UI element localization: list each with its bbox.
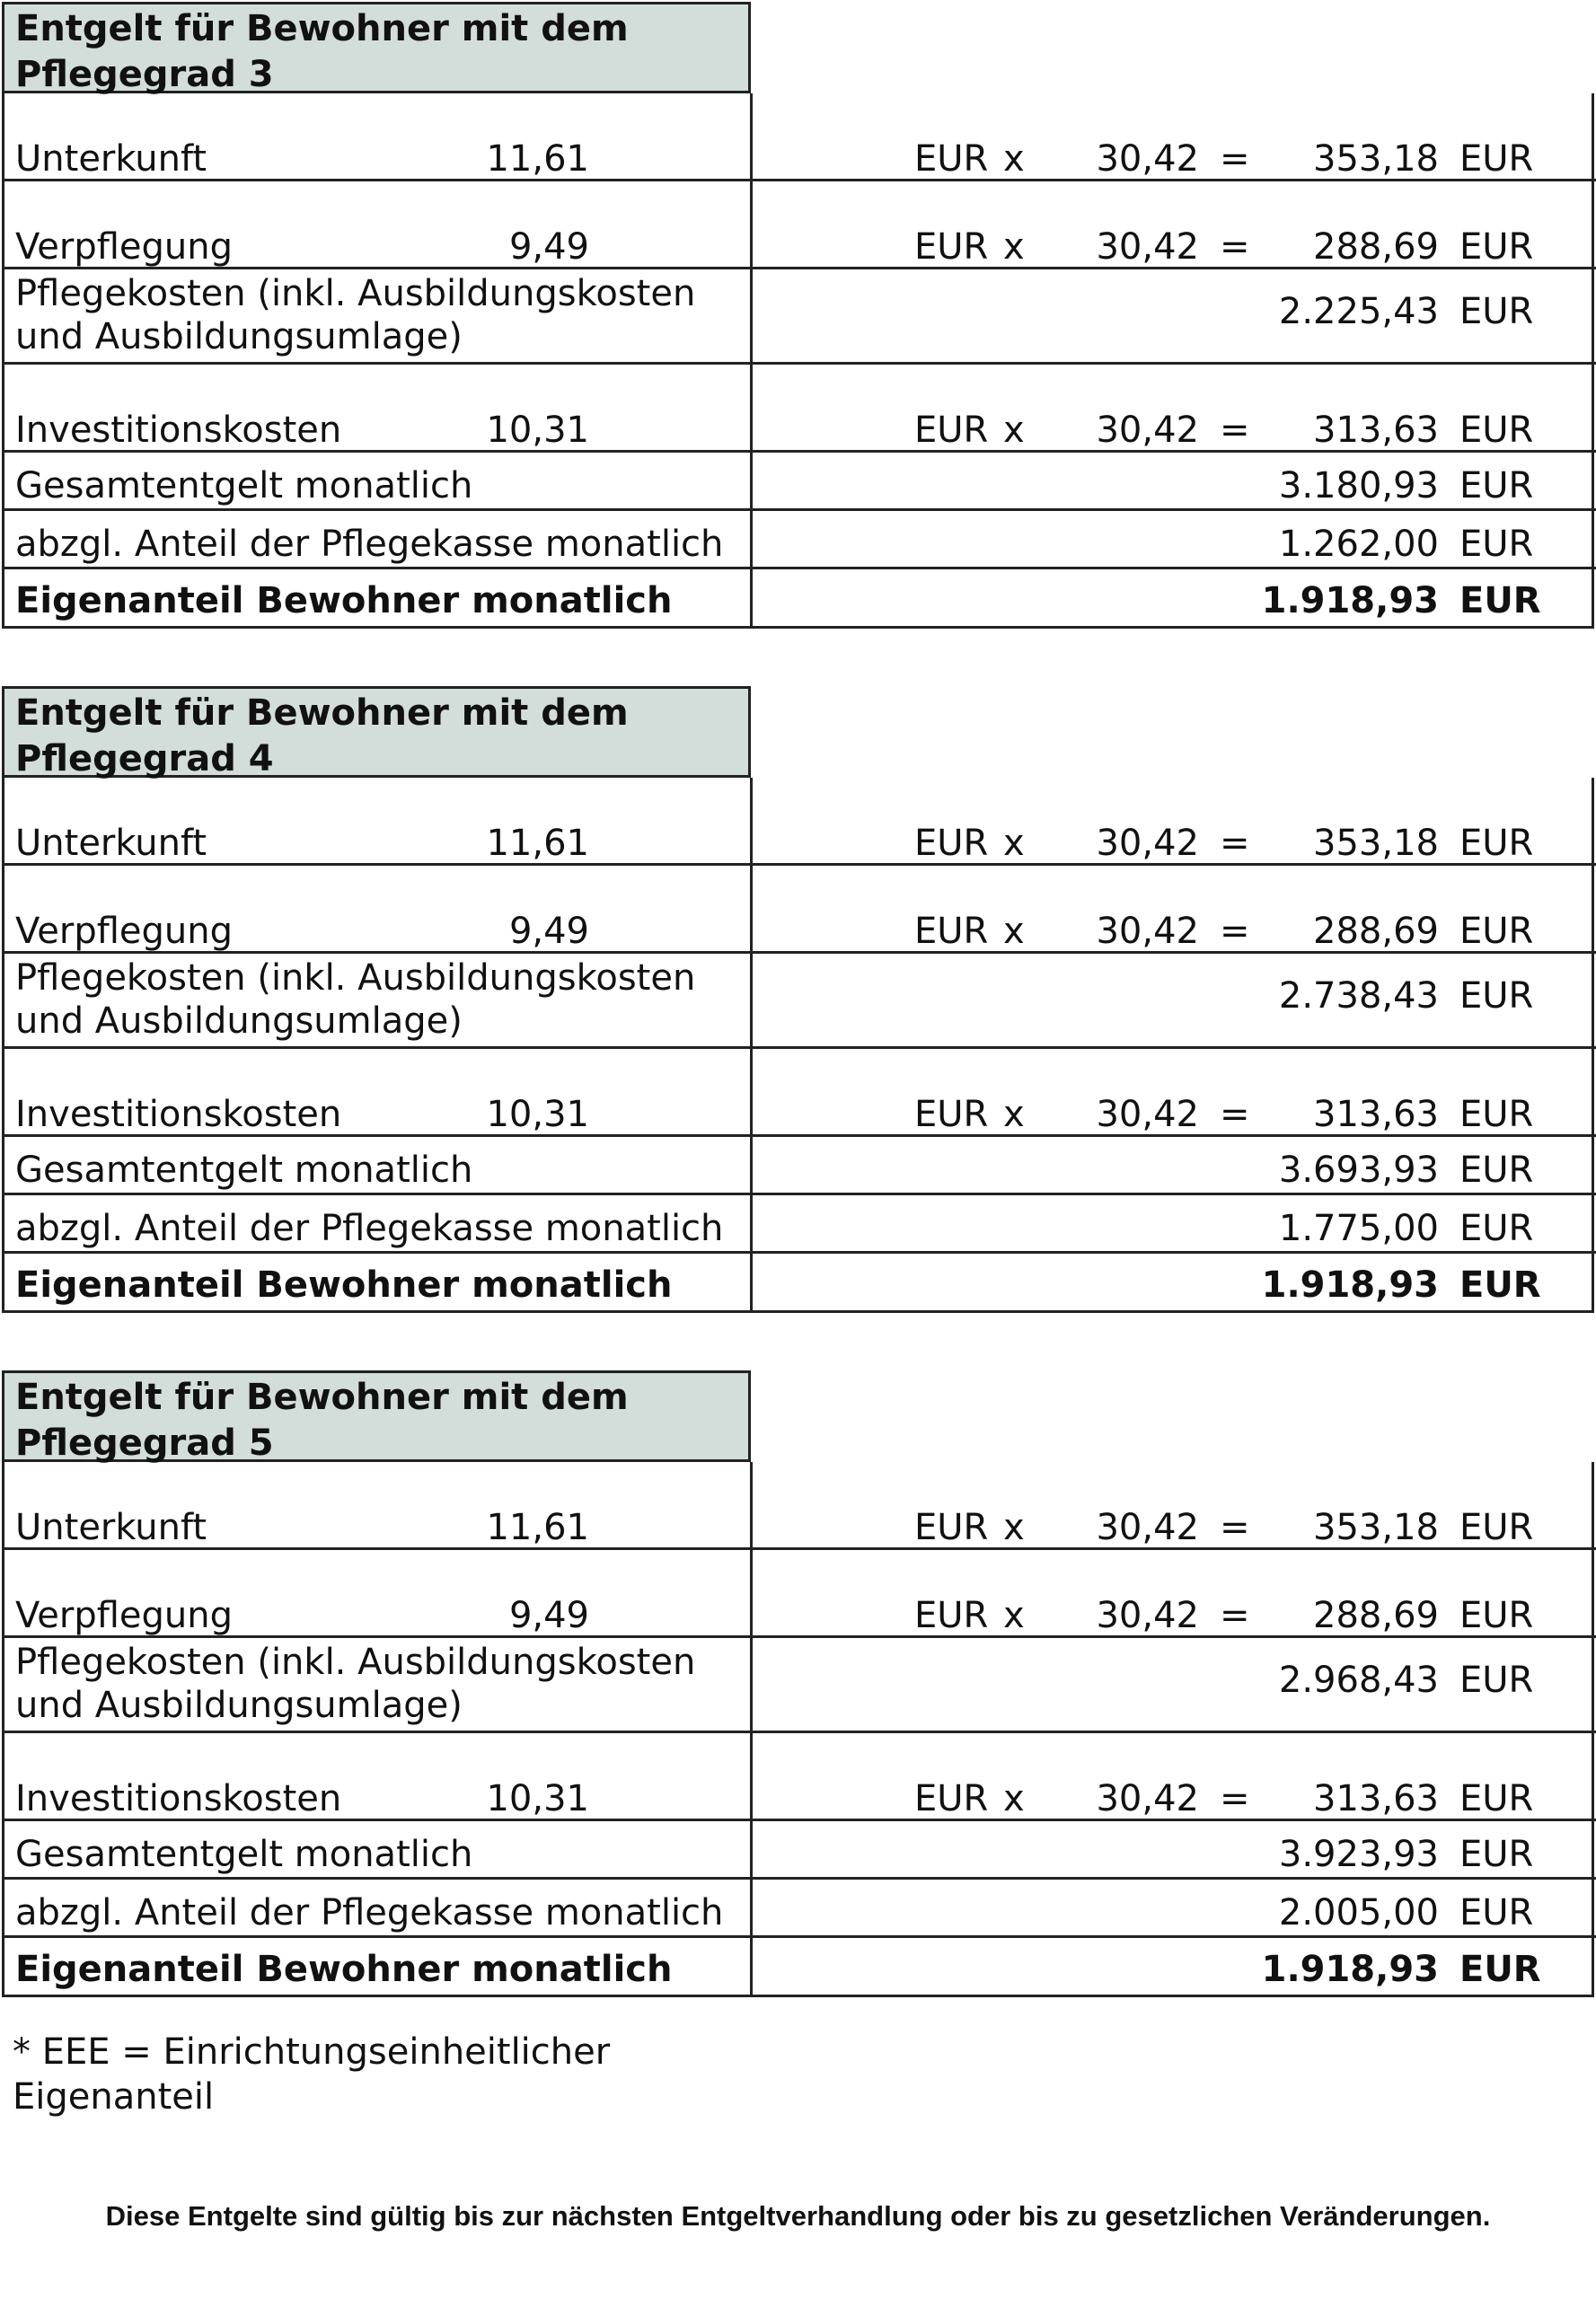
total-unit: EUR [1459,1264,1541,1306]
column-divider [750,1462,753,1997]
row-gesamtentgelt [4,1821,1596,1880]
total-unit: EUR [1459,823,1534,864]
row-total: 3.923,93 [1278,1834,1439,1875]
row-label: Verpflegung [15,911,233,952]
unit-label: EUR [914,1507,989,1548]
row-label: Unterkunft [15,138,207,180]
multiply-sign: x [1003,823,1025,864]
unit-label: EUR [914,911,989,952]
row-label: Investitionskosten [15,410,342,451]
equals-sign: = [1220,1778,1250,1819]
unit-label: EUR [914,1094,989,1135]
total-unit: EUR [1459,1834,1534,1875]
row-total: 288,69 [1313,1595,1439,1636]
fee-table [2,778,1594,1313]
total-unit: EUR [1459,975,1534,1017]
row-label: abzgl. Anteil der Pflegekasse monatlich [15,524,724,565]
unit-price: 11,61 [486,138,589,180]
total-unit: EUR [1459,410,1534,451]
unit-label: EUR [914,410,989,451]
days-value: 30,42 [1096,226,1199,268]
equals-sign: = [1220,1094,1250,1135]
unit-price: 9,49 [508,911,589,952]
row-investitionskosten [4,1733,1596,1821]
unit-label: EUR [914,823,989,864]
row-label-line1: Pflegekosten (inkl. Ausbildungskosten [15,273,696,314]
total-unit: EUR [1459,291,1534,332]
row-label-line2: und Ausbildungsumlage) [15,1685,463,1726]
row-label: Investitionskosten [15,1778,342,1819]
row-label: Eigenanteil Bewohner monatlich [15,1949,673,1990]
row-label-line1: Pflegekosten (inkl. Ausbildungskosten [15,1642,696,1683]
row-label: abzgl. Anteil der Pflegekasse monatlich [15,1208,724,1249]
row-abzgl-pflegekasse [4,1195,1596,1254]
total-unit: EUR [1459,1892,1534,1933]
row-label: abzgl. Anteil der Pflegekasse monatlich [15,1892,724,1933]
row-label-line2: und Ausbildungsumlage) [15,316,463,357]
total-unit: EUR [1459,580,1541,621]
row-abzgl-pflegekasse [4,1880,1596,1938]
row-pflegekosten [4,269,1596,365]
validity-footer: Diese Entgelte sind gültig bis zur nächsten Entgeltverhandlung oder bis zu gesetzlichen Veränderungen. [105,2200,1491,2232]
row-total: 1.918,93 [1261,1949,1439,1990]
row-gesamtentgelt [4,1137,1596,1195]
equals-sign: = [1220,1507,1250,1548]
row-abzgl-pflegekasse [4,511,1596,569]
total-unit: EUR [1459,226,1534,268]
row-label: Verpflegung [15,226,233,268]
row-label: Eigenanteil Bewohner monatlich [15,1264,673,1306]
row-pflegekosten [4,1638,1596,1733]
row-verpflegung [4,1550,1596,1638]
unit-price: 11,61 [486,1507,589,1548]
days-value: 30,42 [1096,1595,1199,1636]
row-total: 1.918,93 [1261,580,1439,621]
total-unit: EUR [1459,1094,1534,1135]
total-unit: EUR [1459,1949,1541,1990]
section-header: Entgelt für Bewohner mit dem Pflegegrad 4 [2,686,751,778]
row-total: 353,18 [1313,823,1439,864]
row-investitionskosten [4,365,1596,453]
total-unit: EUR [1459,524,1534,565]
row-gesamtentgelt [4,453,1596,511]
row-total: 2.005,00 [1278,1892,1439,1933]
row-label: Gesamtentgelt monatlich [15,1150,473,1191]
row-total: 1.775,00 [1278,1208,1439,1249]
row-total: 2.968,43 [1278,1660,1439,1701]
equals-sign: = [1220,410,1250,451]
multiply-sign: x [1003,1778,1025,1819]
unit-price: 10,31 [486,1778,589,1819]
row-total: 2.738,43 [1278,975,1439,1017]
row-total: 313,63 [1313,1778,1439,1819]
section-header: Entgelt für Bewohner mit dem Pflegegrad 3 [2,2,751,93]
row-investitionskosten [4,1049,1596,1137]
total-unit: EUR [1459,911,1534,952]
unit-price: 10,31 [486,410,589,451]
total-unit: EUR [1459,138,1534,180]
row-total: 1.918,93 [1261,1264,1439,1306]
equals-sign: = [1220,823,1250,864]
days-value: 30,42 [1096,138,1199,180]
total-unit: EUR [1459,465,1534,506]
multiply-sign: x [1003,410,1025,451]
unit-price: 10,31 [486,1094,589,1135]
unit-price: 9,49 [508,1595,589,1636]
section-header: Entgelt für Bewohner mit dem Pflegegrad 5 [2,1370,751,1462]
row-label: Investitionskosten [15,1094,342,1135]
row-label-line1: Pflegekosten (inkl. Ausbildungskosten [15,957,696,999]
equals-sign: = [1220,911,1250,952]
row-verpflegung [4,866,1596,954]
row-total: 3.693,93 [1278,1150,1439,1191]
row-total: 353,18 [1313,1507,1439,1548]
multiply-sign: x [1003,226,1025,268]
equals-sign: = [1220,138,1250,180]
total-unit: EUR [1459,1778,1534,1819]
fee-table [2,1462,1594,1997]
row-unterkunft [4,1462,1596,1550]
row-total: 1.262,00 [1278,524,1439,565]
row-total: 2.225,43 [1278,291,1439,332]
footnote [13,2030,610,2119]
total-unit: EUR [1459,1595,1534,1636]
footnote-line1: * EEE = Einrichtungseinheitlicher [13,2031,611,2073]
multiply-sign: x [1003,1094,1025,1135]
row-label: Gesamtentgelt monatlich [15,465,473,506]
row-eigenanteil [4,1938,1596,1995]
total-unit: EUR [1459,1660,1534,1701]
unit-label: EUR [914,226,989,268]
row-total: 288,69 [1313,226,1439,268]
days-value: 30,42 [1096,1507,1199,1548]
row-eigenanteil [4,1254,1596,1310]
equals-sign: = [1220,1595,1250,1636]
footnote-line2: Eigenanteil [13,2076,215,2118]
unit-label: EUR [914,1778,989,1819]
equals-sign: = [1220,226,1250,268]
multiply-sign: x [1003,911,1025,952]
days-value: 30,42 [1096,911,1199,952]
row-unterkunft [4,93,1596,181]
unit-price: 11,61 [486,823,589,864]
row-total: 3.180,93 [1278,465,1439,506]
multiply-sign: x [1003,1595,1025,1636]
days-value: 30,42 [1096,1094,1199,1135]
multiply-sign: x [1003,1507,1025,1548]
row-total: 288,69 [1313,911,1439,952]
days-value: 30,42 [1096,1778,1199,1819]
days-value: 30,42 [1096,410,1199,451]
row-total: 313,63 [1313,410,1439,451]
row-label: Unterkunft [15,823,207,864]
row-pflegekosten [4,954,1596,1049]
row-unterkunft [4,778,1596,866]
row-total: 313,63 [1313,1094,1439,1135]
row-eigenanteil [4,569,1596,626]
unit-price: 9,49 [508,226,589,268]
multiply-sign: x [1003,138,1025,180]
row-label: Eigenanteil Bewohner monatlich [15,580,673,621]
row-label: Unterkunft [15,1507,207,1548]
row-verpflegung [4,181,1596,269]
row-label: Verpflegung [15,1595,233,1636]
total-unit: EUR [1459,1150,1534,1191]
unit-label: EUR [914,138,989,180]
column-divider [750,778,753,1313]
total-unit: EUR [1459,1208,1534,1249]
total-unit: EUR [1459,1507,1534,1548]
unit-label: EUR [914,1595,989,1636]
row-total: 353,18 [1313,138,1439,180]
column-divider [750,93,753,629]
row-label-line2: und Ausbildungsumlage) [15,1000,463,1042]
fee-table [2,93,1594,629]
row-label: Gesamtentgelt monatlich [15,1834,473,1875]
days-value: 30,42 [1096,823,1199,864]
